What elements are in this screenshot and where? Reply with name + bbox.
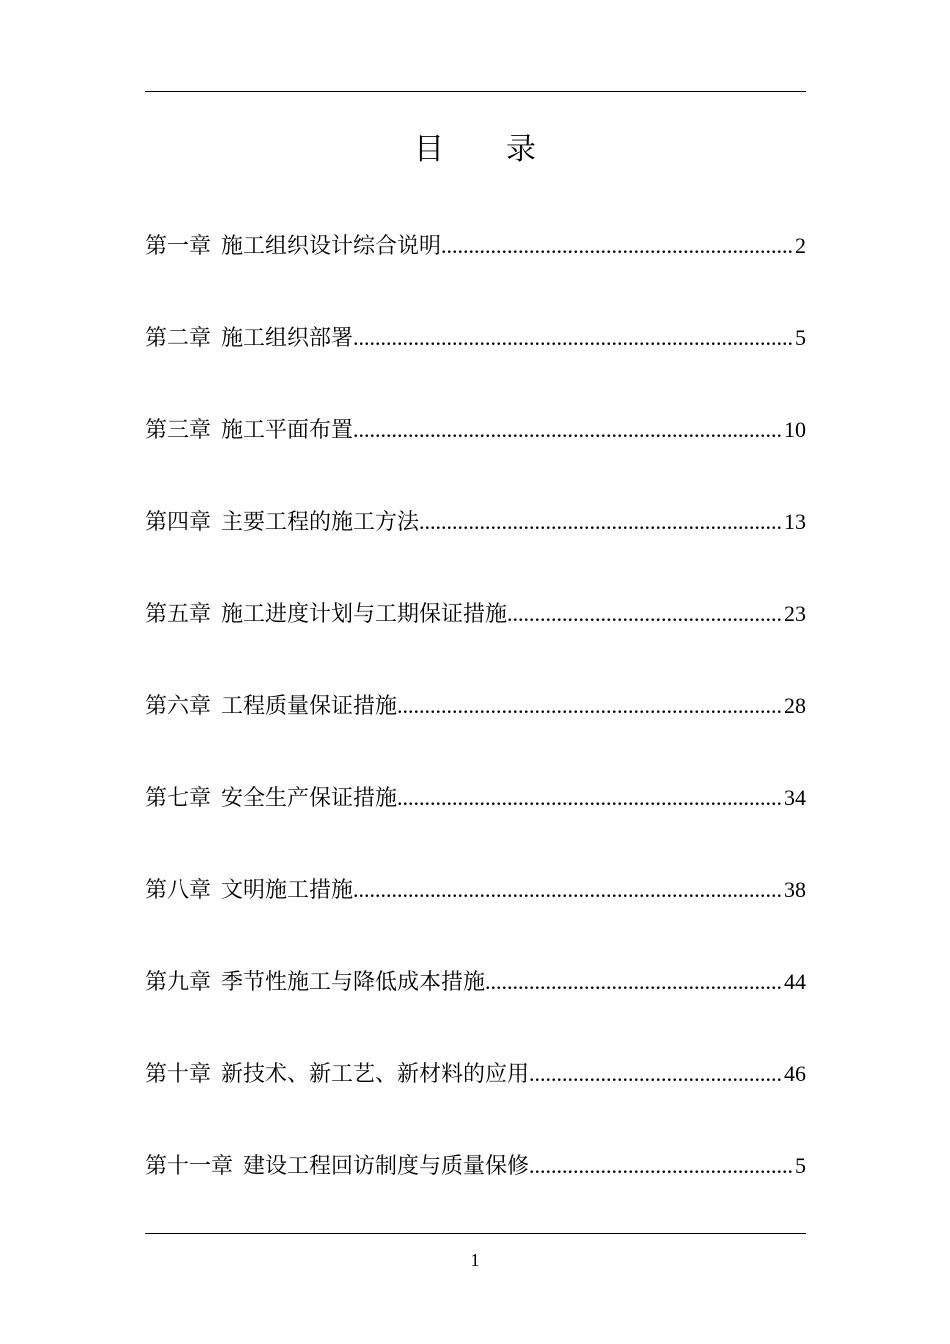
toc-chapter-label: 第九章: [145, 970, 212, 995]
toc-chapter-label: 第六章: [145, 694, 212, 719]
toc-dot-leader: [529, 1052, 783, 1096]
toc-page-number: 44: [784, 969, 806, 994]
toc-chapter-label: 第三章: [145, 418, 212, 443]
toc-page-number: 5: [795, 325, 806, 350]
toc-page-number: 5: [795, 1153, 806, 1178]
toc-page-number: 2: [795, 233, 806, 258]
toc-entry-title: 施工组织设计综合说明: [221, 234, 442, 259]
toc-page-number: 46: [784, 1061, 806, 1086]
toc-page-number: 23: [784, 601, 806, 626]
toc-dot-leader: [397, 684, 783, 728]
toc-entry-title: 施工进度计划与工期保证措施: [221, 602, 508, 627]
toc-entry-6[interactable]: [145, 684, 806, 776]
toc-entry-10[interactable]: [145, 1052, 806, 1144]
toc-entry-2[interactable]: [145, 316, 806, 408]
toc-entry-3[interactable]: [145, 408, 806, 500]
toc-entry-7[interactable]: [145, 776, 806, 868]
toc-entry-11[interactable]: [145, 1144, 806, 1236]
toc-chapter-label: 第十一章: [145, 1154, 234, 1179]
toc-chapter-label: 第一章: [145, 234, 212, 259]
toc-chapter-label: 第八章: [145, 878, 212, 903]
toc-chapter-label: 第二章: [145, 326, 212, 351]
toc-entry-title: 建设工程回访制度与质量保修: [243, 1154, 530, 1179]
toc-entry-title: 主要工程的施工方法: [221, 510, 420, 535]
toc-entry-8[interactable]: [145, 868, 806, 960]
toc-entry-title: 新技术、新工艺、新材料的应用: [221, 1062, 530, 1087]
toc-entry-title: 安全生产保证措施: [221, 786, 398, 811]
toc-dot-leader: [353, 868, 783, 912]
toc-page-number: 38: [784, 877, 806, 902]
toc-page-number: 28: [784, 693, 806, 718]
toc-dot-leader: [397, 776, 783, 820]
toc-entry-1[interactable]: [145, 224, 806, 316]
toc-entry-5[interactable]: [145, 592, 806, 684]
toc-chapter-label: 第七章: [145, 786, 212, 811]
page-number: 1: [470, 1250, 480, 1270]
toc-entry-title: 施工组织部署: [221, 326, 354, 351]
toc-entry-title: 文明施工措施: [221, 878, 354, 903]
toc-dot-leader: [353, 316, 794, 360]
toc-dot-leader: [419, 500, 783, 544]
toc-dot-leader: [485, 960, 783, 1004]
toc-chapter-label: 第十章: [145, 1062, 212, 1087]
toc-page-number: 34: [784, 785, 806, 810]
toc-page-number: 13: [784, 509, 806, 534]
toc-entry-title: 工程质量保证措施: [221, 694, 398, 719]
toc-entry-4[interactable]: [145, 500, 806, 592]
toc-entry-title: 季节性施工与降低成本措施: [221, 970, 486, 995]
table-of-contents: [145, 224, 806, 1236]
header-rule: [145, 91, 806, 92]
footer-rule: [145, 1233, 806, 1234]
toc-entry-9[interactable]: [145, 960, 806, 1052]
toc-dot-leader: [507, 592, 783, 636]
toc-dot-leader: [353, 408, 783, 452]
toc-chapter-label: 第四章: [145, 510, 212, 535]
toc-chapter-label: 第五章: [145, 602, 212, 627]
toc-entry-title: 施工平面布置: [221, 418, 354, 443]
toc-dot-leader: [441, 224, 794, 268]
toc-title: 目录: [414, 132, 598, 167]
toc-page-number: 10: [784, 417, 806, 442]
toc-dot-leader: [529, 1144, 794, 1188]
